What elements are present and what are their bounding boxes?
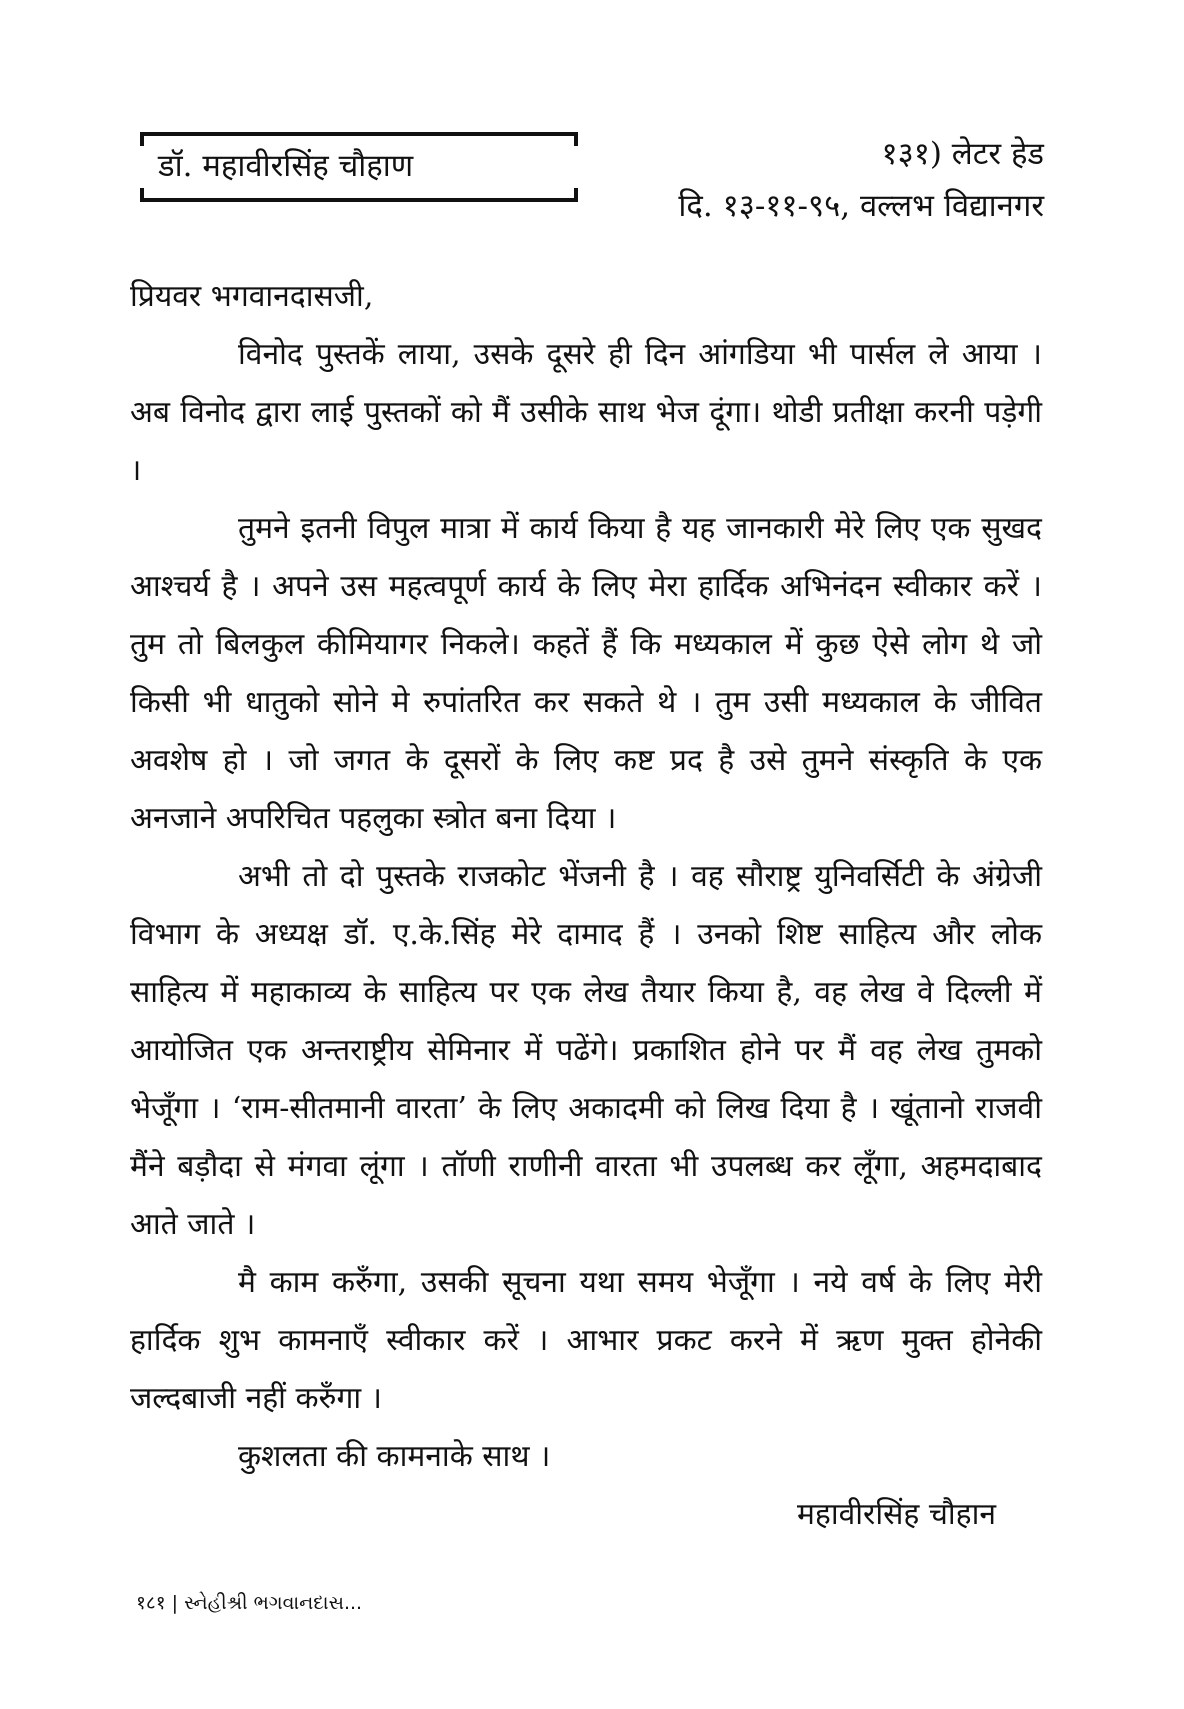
letterhead-top-rule [140, 132, 578, 136]
closing-line: कुशलता की कामनाके साथ । [238, 1439, 551, 1474]
letterhead-bottom-rule [140, 198, 578, 202]
page-footer: १८१ | સ્નેહીશ્રી ભગવાનદાસ... [136, 1592, 363, 1614]
letter-date-place: दि. १३-११-९५, वल्लभ विद्यानगर [678, 188, 1044, 224]
letter-header-info [678, 128, 1044, 232]
paragraph: अभी तो दो पुस्तके राजकोट भेंजनी है । वह सौराष्ट्र युनिवर्सिटी के अंग्रेजी विभाग के अध्यक्ष डॉ. ए.के.सिंह मेरे दामाद हैं । उनको शिष्ट साहित्य और लोक साहित्य में महाकाव्य के साहित्य पर एक लेख तैयार किया है, वह लेख वे दिल्ली में आयोजित एक अन्तराष्ट्रीय सेमिनार में पढेंगे। प्रकाशित होने पर मैं वह लेख तुमको भेजूँगा । ‘राम-सीतमानी वारता’ के लिए अकादमी को लिख दिया है । खूंतानो राजवी मैंने बड़ौदा से मंगवा लूंगा । तॉणी राणीनी वारता भी उपलब्ध कर लूँगा, अहमदाबाद आते जाते । [130, 859, 1042, 1242]
letterhead-corner-mark [574, 132, 578, 146]
letter-body [130, 268, 1042, 1544]
paragraph: मै काम करुँगा, उसकी सूचना यथा समय भेजूँगा । नये वर्ष के लिए मेरी हार्दिक शुभ कामनाएँ स्वीकार करें । आभार प्रकट करने में ऋण मुक्त होनेकी जल्दबाजी नहीं करुँगा । [130, 1265, 1042, 1416]
paragraph: तुमने इतनी विपुल मात्रा में कार्य किया है यह जानकारी मेरे लिए एक सुखद आश्चर्य है । अपने उस महत्वपूर्ण कार्य के लिए मेरा हार्दिक अभिनंदन स्वीकार करें । तुम तो बिलकुल कीमियागर निकले। कहतें हैं कि मध्यकाल में कुछ ऐसे लोग थे जो किसी भी धातुको सोने मे रुपांतरित कर सकते थे । तुम उसी मध्यकाल के जीवित अवशेष हो । जो जगत के दूसरों के लिए कष्ट प्रद है उसे तुमने संस्कृति के एक अनजाने अपरिचित पहलुका स्त्रोत बना दिया । [130, 511, 1042, 836]
letterhead-corner-mark [574, 188, 578, 202]
letterhead-name: डॉ. महावीरसिंह चौहाण [158, 148, 414, 184]
paragraph: विनोद पुस्तकें लाया, उसके दूसरे ही दिन आंगडिया भी पार्सल ले आया । अब विनोद द्वारा लाई पुस्तकों को मैं उसीके साथ भेज दूंगा। थोडी प्रतीक्षा करनी पड़ेगी । [130, 337, 1042, 488]
signature: महावीरसिंह चौहान [796, 1497, 996, 1532]
letterhead-corner-mark [140, 132, 144, 146]
letter-number: १३१) लेटर हेड [881, 136, 1044, 172]
letterhead-box [140, 132, 578, 202]
letterhead-corner-mark [140, 188, 144, 202]
salutation: प्रियवर भगवानदासजी, [130, 279, 374, 314]
